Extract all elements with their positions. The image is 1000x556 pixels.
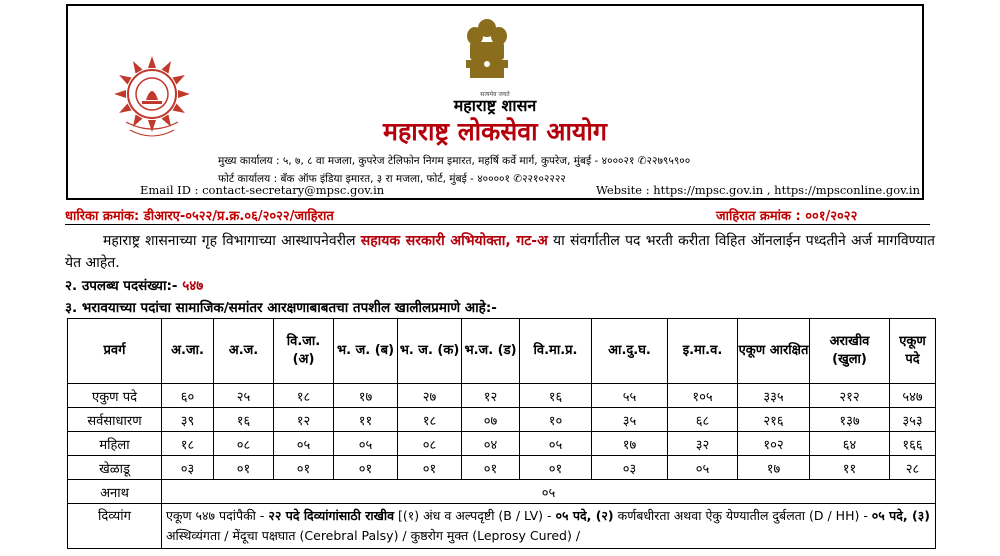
divider bbox=[65, 224, 930, 225]
table-header: अराखीव (खुला) bbox=[810, 319, 890, 384]
table-cell: १७ bbox=[334, 384, 398, 408]
commission-name: महाराष्ट्र लोकसेवा आयोग bbox=[383, 117, 607, 146]
table-cell: २१६ bbox=[738, 408, 810, 432]
table-cell: ०१ bbox=[520, 456, 592, 480]
table-cell: १६ bbox=[520, 384, 592, 408]
table-row bbox=[68, 384, 936, 408]
table-cell: ०३ bbox=[162, 456, 214, 480]
table-cell: ११ bbox=[810, 456, 890, 480]
row-label: महिला bbox=[68, 432, 162, 456]
orphan-reserved-count: ०५ bbox=[162, 480, 936, 504]
divyang-text: ०५ पदे, (२) bbox=[555, 508, 614, 523]
table-cell: ३५ bbox=[592, 408, 668, 432]
row-label: दिव्यांग bbox=[68, 504, 162, 549]
intro-text-end: या संवर्गातील पद भरती करीता विहित ऑनलाईन पध्दतीने अर्ज मागविण्यात येत आहेत. bbox=[65, 233, 935, 271]
reservation-table bbox=[67, 318, 936, 549]
table-cell: १८ bbox=[398, 408, 462, 432]
row-label: खेळाडू bbox=[68, 456, 162, 480]
table-cell: १०२ bbox=[738, 432, 810, 456]
website-links: Website : https://mpsc.gov.in , https://mpsconline.gov.in bbox=[596, 183, 921, 197]
advertisement-number: जाहिरात क्रमांक : ००१/२०२२ bbox=[716, 209, 858, 224]
table-row bbox=[68, 408, 936, 432]
table-header: भ.ज. (ड) bbox=[462, 319, 520, 384]
emblem-motto: सत्यमेव जयते bbox=[480, 91, 510, 98]
table-cell: ०१ bbox=[334, 456, 398, 480]
divyang-text: ०५ पदे, (३) bbox=[871, 508, 930, 523]
table-cell: ६० bbox=[162, 384, 214, 408]
table-header: वि.मा.प्र. bbox=[520, 319, 592, 384]
fort-office-address: फोर्ट कार्यालय : बँक ऑफ इंडिया इमारत, ३ रा मजला, फोर्ट, मुंबई - ४००००१ ✆२२१०२२२२ bbox=[218, 173, 566, 185]
row-label: अनाथ bbox=[68, 480, 162, 504]
table-cell: १० bbox=[520, 408, 592, 432]
row-label: सर्वसाधारण bbox=[68, 408, 162, 432]
table-cell: १०५ bbox=[668, 384, 738, 408]
table-cell: ०८ bbox=[214, 432, 274, 456]
table-header: प्रवर्ग bbox=[68, 319, 162, 384]
table-row-orphan bbox=[68, 480, 936, 504]
table-cell: ५५ bbox=[592, 384, 668, 408]
table-cell: ३९ bbox=[162, 408, 214, 432]
table-cell: १२ bbox=[462, 384, 520, 408]
intro-paragraph bbox=[65, 230, 935, 274]
file-number: धारिका क्रमांक: डीआरए-०५२२/प्र.क्र.०६/२०२२/जाहिरात bbox=[65, 209, 334, 224]
table-header: एकूण आरक्षित bbox=[738, 319, 810, 384]
table-cell: २५ bbox=[214, 384, 274, 408]
table-cell: ०४ bbox=[462, 432, 520, 456]
row-label: एकुण पदे bbox=[68, 384, 162, 408]
table-cell: ३३५ bbox=[738, 384, 810, 408]
table-cell: ०३ bbox=[592, 456, 668, 480]
table-header: आ.दु.घ. bbox=[592, 319, 668, 384]
table-header: भ. ज. (क) bbox=[398, 319, 462, 384]
table-cell: ३२ bbox=[668, 432, 738, 456]
table-cell: ११ bbox=[334, 408, 398, 432]
table-cell: २८ bbox=[890, 456, 936, 480]
table-cell: ५४७ bbox=[890, 384, 936, 408]
divyang-text: [(१) अंध व अल्पदृष्टी (B / LV) - bbox=[394, 508, 556, 523]
divyang-text: कर्णबधीरता अथवा ऐकु येण्यातील दुर्बलता (D / HH) - bbox=[613, 508, 872, 523]
available-posts-label: २. उपलब्ध पदसंख्या:- bbox=[65, 278, 183, 294]
table-cell: ०५ bbox=[668, 456, 738, 480]
table-header: इ.मा.व. bbox=[668, 319, 738, 384]
table-row bbox=[68, 432, 936, 456]
table-cell: ०५ bbox=[274, 432, 334, 456]
available-posts-heading bbox=[65, 276, 203, 294]
post-name: सहायक सरकारी अभियोक्ता, गट-अ bbox=[360, 233, 548, 249]
intro-text-start: महाराष्ट्र शासनाच्या गृह विभागाच्या आस्थापनेवरील bbox=[103, 233, 361, 249]
letterhead bbox=[66, 4, 924, 200]
table-row bbox=[68, 456, 936, 480]
table-cell: १७ bbox=[738, 456, 810, 480]
divyang-text: अस्थिव्यंगता / मेंदूचा पक्षघात (Cerebral Palsy) / कुष्ठरोग मुक्त (Leprosy Cured) / bbox=[166, 528, 581, 543]
table-header: वि.जा. (अ) bbox=[274, 319, 334, 384]
table-cell: २७ bbox=[398, 384, 462, 408]
divyang-text: एकूण ५४७ पदांपैकी - bbox=[166, 508, 269, 523]
table-header: अ.ज. bbox=[214, 319, 274, 384]
table-row-divyang bbox=[68, 504, 936, 549]
head-office-address: मुख्य कार्यालय : ५, ७, ८ वा मजला, कुपरेज टेलिफोन निगम इमारत, महर्षि कर्वे मार्ग, कुपरेज, मुंबई - ४०००२१ ✆२२७९५९०० bbox=[218, 155, 691, 167]
table-cell: ०५ bbox=[520, 432, 592, 456]
available-posts-count: ५४७ bbox=[182, 278, 204, 294]
table-cell: ३५३ bbox=[890, 408, 936, 432]
table-header: भ. ज. (ब) bbox=[334, 319, 398, 384]
table-cell: ०१ bbox=[274, 456, 334, 480]
divyang-text: २२ पदे दिव्यांगांसाठी राखीव bbox=[268, 508, 395, 523]
table-cell: १८ bbox=[274, 384, 334, 408]
reservation-heading: ३. भरावयाच्या पदांचा सामाजिक/समांतर आरक्षणाबाबतचा तपशील खालीलप्रमाणे आहे:- bbox=[65, 300, 497, 316]
table-cell: ०७ bbox=[462, 408, 520, 432]
state-emblem-icon bbox=[460, 16, 514, 86]
table-cell: ०१ bbox=[462, 456, 520, 480]
table-cell: १२ bbox=[274, 408, 334, 432]
table-cell: ६८ bbox=[668, 408, 738, 432]
table-cell: १६ bbox=[214, 408, 274, 432]
table-cell: १३७ bbox=[810, 408, 890, 432]
table-header: एकूण पदे bbox=[890, 319, 936, 384]
table-cell: १६६ bbox=[890, 432, 936, 456]
table-cell: ०१ bbox=[398, 456, 462, 480]
table-header: अ.जा. bbox=[162, 319, 214, 384]
table-cell: २१२ bbox=[810, 384, 890, 408]
table-cell: ०८ bbox=[398, 432, 462, 456]
divyang-description bbox=[162, 504, 936, 549]
table-header-row bbox=[68, 319, 936, 384]
table-cell: ६४ bbox=[810, 432, 890, 456]
government-name: महाराष्ट्र शासन bbox=[453, 96, 537, 115]
table-cell: १८ bbox=[162, 432, 214, 456]
table-cell: ०१ bbox=[214, 456, 274, 480]
table-cell: १७ bbox=[592, 432, 668, 456]
email-contact: Email ID : contact-secretary@mpsc.gov.in bbox=[140, 183, 385, 197]
table-cell: ०५ bbox=[334, 432, 398, 456]
